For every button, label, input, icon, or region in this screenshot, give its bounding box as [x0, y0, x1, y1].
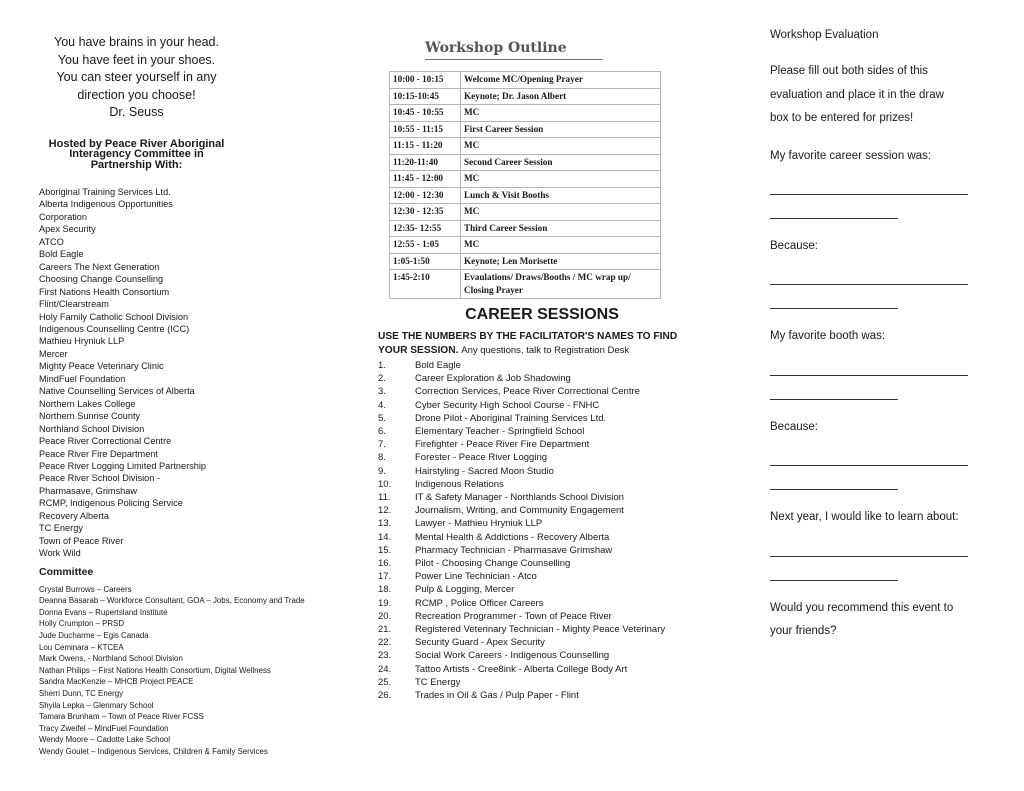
- sponsor-item: ATCO: [39, 236, 64, 247]
- committee-member: Shyila Lepka – Glenmary School: [39, 700, 154, 710]
- schedule-row: [390, 154, 661, 171]
- committee-heading: Committee: [39, 565, 94, 578]
- sponsor-item: Mighty Peace Veterinary Clinic: [39, 361, 164, 372]
- sponsor-item: Alberta Indigenous Opportunities: [39, 199, 173, 210]
- sponsor-item: Careers The Next Generation: [39, 261, 160, 272]
- schedule-row: [390, 171, 661, 188]
- career-session-item: [378, 478, 700, 491]
- schedule-time: 1:05-1:50: [390, 253, 461, 270]
- committee-member: Holly Crumpton – PRSD: [39, 619, 125, 629]
- session-label: Registered Veterinary Technician - Mighty Peace Veterinary: [415, 624, 666, 636]
- session-label: RCMP , Police Officer Careers: [415, 597, 544, 609]
- sponsor-item: Mercer: [39, 348, 68, 359]
- schedule-event: MC: [461, 105, 661, 122]
- session-number: 17.: [378, 571, 392, 583]
- career-session-item: [378, 438, 700, 451]
- career-session-item: [378, 544, 700, 557]
- because-label: Because:: [770, 240, 818, 253]
- workshop-outline-title: Workshop Outline: [425, 40, 603, 60]
- career-session-item: [378, 517, 700, 530]
- question-recommend: Would you recommend this event to: [770, 601, 954, 614]
- career-session-item: [378, 623, 700, 636]
- career-session-item: [378, 504, 700, 517]
- sponsor-item: Northern Lakes College: [39, 398, 136, 409]
- session-number: 14.: [378, 531, 392, 543]
- sponsor-item: Pharmasave, Grimshaw: [39, 485, 138, 496]
- sponsor-item: Peace River Correctional Centre: [39, 436, 172, 447]
- session-number: 8.: [378, 452, 386, 464]
- left-panel: [0, 0, 305, 791]
- sponsor-item: Northern Sunrise County: [39, 411, 141, 422]
- committee-list: [39, 584, 305, 758]
- session-number: 11.: [378, 492, 391, 504]
- career-session-item: [378, 399, 700, 412]
- career-session-item: [378, 649, 700, 662]
- session-label: Tattoo Artists - Cree8ink - Alberta College Body Art: [415, 663, 628, 675]
- career-session-item: [378, 557, 700, 570]
- schedule-event: MC: [461, 138, 661, 155]
- career-session-item: [378, 597, 700, 610]
- schedule-event: Lunch & Visit Booths: [461, 187, 661, 204]
- instruction-note: Any questions, talk to Registration Desk: [461, 345, 630, 356]
- middle-panel: [372, 0, 700, 791]
- hosted-line: Partnership With:: [90, 158, 183, 171]
- career-session-item: [378, 610, 700, 623]
- schedule-row: [390, 187, 661, 204]
- session-number: 24.: [378, 663, 392, 675]
- career-session-item: [378, 676, 700, 689]
- schedule-event: Keynote; Len Morisette: [461, 253, 661, 270]
- session-number: 12.: [378, 505, 392, 517]
- committee-member: Tamara Brunham – Town of Peace River FCSS: [39, 712, 204, 722]
- schedule-row: [390, 237, 661, 254]
- session-label: Social Work Careers - Indigenous Counselling: [415, 650, 610, 662]
- career-session-item: [378, 372, 700, 385]
- evaluation-intro-line: evaluation and place it in the draw: [770, 88, 944, 101]
- sponsor-item: Choosing Change Counselling: [39, 274, 164, 285]
- schedule-time: 10:55 - 11:15: [390, 121, 461, 138]
- schedule-time: 10:00 - 10:15: [390, 72, 461, 89]
- sponsor-item: Mathieu Hryniuk LLP: [39, 336, 125, 347]
- committee-member: Wendy Moore – Cadotte Lake School: [39, 735, 171, 745]
- session-number: 6.: [378, 426, 386, 438]
- session-number: 7.: [378, 439, 386, 451]
- session-label: Trades in Oil & Gas / Pulp Paper - Flint: [415, 690, 579, 702]
- schedule-event: Evaulations/ Draws/Booths / MC wrap up/ Closing Prayer: [461, 270, 661, 299]
- session-label: Pulp & Logging, Mercer: [415, 584, 515, 596]
- session-number: 26.: [378, 690, 392, 702]
- career-session-item: [378, 636, 700, 649]
- schedule-event: Welcome MC/Opening Prayer: [461, 72, 661, 89]
- sponsor-item: Bold Eagle: [39, 249, 84, 260]
- session-number: 25.: [378, 676, 392, 688]
- career-sessions-instructions: [378, 330, 700, 358]
- sponsor-item: RCMP, Indigenous Policing Service: [39, 498, 183, 509]
- schedule-event: Third Career Session: [461, 220, 661, 237]
- committee-member: Deanna Basarab – Workforce Consultant, GOA – Jobs, Economy and Trade: [39, 596, 305, 606]
- sponsor-item: Peace River School Division -: [39, 473, 161, 484]
- session-label: Bold Eagle: [415, 360, 461, 371]
- session-label: Lawyer - Mathieu Hryniuk LLP: [415, 518, 543, 530]
- sponsor-item: Aboriginal Training Services Ltd.: [39, 187, 171, 197]
- schedule-row: [390, 121, 661, 138]
- question-favorite-session: My favorite career session was:: [770, 149, 932, 162]
- session-label: Pilot - Choosing Change Counselling: [415, 558, 571, 570]
- committee-member: Mark Owens, - Northland School Division: [39, 654, 183, 664]
- sponsor-item: Apex Security: [39, 224, 96, 235]
- session-label: Drone Pilot - Aboriginal Training Services Ltd.: [415, 412, 607, 424]
- seuss-quote: [39, 34, 234, 122]
- schedule-row: [390, 88, 661, 105]
- sponsor-item: First Nations Health Consortium: [39, 286, 170, 297]
- sponsor-item: Recovery Alberta: [39, 510, 109, 521]
- career-session-item: [378, 412, 700, 425]
- schedule-row: [390, 138, 661, 155]
- session-number: 1.: [378, 360, 386, 371]
- sponsor-item: Northland School Division: [39, 423, 145, 434]
- session-number: 18.: [378, 584, 392, 596]
- quote-line: direction you choose!: [77, 87, 196, 102]
- because-label: Because:: [770, 420, 818, 433]
- question-favorite-booth: My favorite booth was:: [770, 330, 886, 343]
- schedule-time: 10:15-10:45: [390, 88, 461, 105]
- schedule-row: [390, 270, 661, 299]
- sponsor-item: Native Counselling Services of Alberta: [39, 386, 195, 397]
- session-number: 10.: [378, 478, 392, 490]
- session-number: 5.: [378, 412, 386, 424]
- career-session-item: [378, 531, 700, 544]
- session-label: Firefighter - Peace River Fire Department: [415, 439, 590, 451]
- question-next-year: Next year, I would like to learn about:: [770, 511, 959, 524]
- instruction-line: USE THE NUMBERS BY THE FACILITATOR'S NAMES TO FIND: [378, 331, 678, 342]
- session-label: Hairstyling - Sacred Moon Studio: [415, 465, 554, 477]
- schedule-time: 12:30 - 12:35: [390, 204, 461, 221]
- session-label: Power Line Technician - Atco: [415, 571, 537, 583]
- schedule-row: [390, 220, 661, 237]
- quote-line: You can steer yourself in any: [56, 70, 217, 84]
- committee-member: Lou Ceminara – KTCEA: [39, 642, 124, 652]
- session-label: Correction Services, Peace River Correctional Centre: [415, 386, 640, 398]
- career-session-list: [378, 359, 700, 702]
- session-number: 3.: [378, 386, 386, 398]
- evaluation-panel: [770, 0, 1010, 791]
- sponsor-item: Town of Peace River: [39, 535, 124, 546]
- session-label: Security Guard - Apex Security: [415, 637, 545, 649]
- schedule-event: MC: [461, 204, 661, 221]
- career-session-item: [378, 425, 700, 438]
- session-label: TC Energy: [415, 676, 461, 688]
- session-label: Forester - Peace River Logging: [415, 452, 548, 464]
- sponsor-item: TC Energy: [39, 523, 83, 534]
- quote-author: Dr. Seuss: [109, 105, 164, 119]
- hosted-line: Interagency Committee in: [69, 148, 204, 160]
- career-session-item: [378, 583, 700, 596]
- session-number: 19.: [378, 597, 392, 609]
- schedule-time: 11:20-11:40: [390, 154, 461, 171]
- schedule-row: [390, 204, 661, 221]
- instruction-line: [378, 344, 700, 358]
- career-session-item: [378, 451, 700, 464]
- sponsor-item: Flint/Clearstream: [39, 299, 109, 310]
- session-label: IT & Safety Manager - Northlands School Division: [415, 492, 624, 504]
- session-number: 13.: [378, 518, 392, 530]
- career-sessions-title: CAREER SESSIONS: [465, 306, 619, 323]
- committee-member: Sherri Dunn, TC Energy: [39, 688, 124, 698]
- sponsor-item: Peace River Logging Limited Partnership: [39, 460, 206, 471]
- sponsor-item: Holy Family Catholic School Division: [39, 311, 189, 322]
- session-number: 20.: [378, 610, 392, 622]
- committee-member: Jude Ducharme – Egis Canada: [39, 630, 149, 640]
- committee-member: Wendy Goulet – Indigenous Services, Children & Family Services: [39, 746, 268, 756]
- sponsor-item: Corporation: [39, 211, 88, 222]
- session-label: Journalism, Writing, and Community Engagement: [415, 505, 624, 517]
- session-number: 9.: [378, 465, 386, 477]
- schedule-event: MC: [461, 237, 661, 254]
- evaluation-intro-line: Please fill out both sides of this: [770, 65, 928, 78]
- session-number: 15.: [378, 544, 392, 556]
- session-label: Cyber Security High School Course - FNHC: [415, 399, 600, 411]
- schedule-time: 11:15 - 11:20: [390, 138, 461, 155]
- committee-member: Donna Evans – Rupertsland Institute: [39, 607, 168, 617]
- schedule-time: 12:55 - 1:05: [390, 237, 461, 254]
- career-session-item: [378, 689, 700, 702]
- session-number: 4.: [378, 399, 386, 411]
- quote-line: You have brains in your head.: [54, 35, 219, 49]
- career-session-item: [378, 465, 700, 478]
- schedule-event: First Career Session: [461, 121, 661, 138]
- question-recommend: your friends?: [770, 625, 837, 638]
- career-session-item: [378, 663, 700, 676]
- schedule-row: [390, 105, 661, 122]
- committee-member: Tracy Zweifel – MindFuel Foundation: [39, 723, 169, 733]
- session-label: Recreation Programmer - Town of Peace River: [415, 610, 612, 622]
- sponsor-item: Indigenous Counselling Centre (ICC): [39, 323, 190, 334]
- schedule-time: 12:00 - 12:30: [390, 187, 461, 204]
- sponsor-list: [39, 186, 290, 560]
- evaluation-title: Workshop Evaluation: [770, 29, 879, 41]
- schedule-time: 1:45-2:10: [390, 270, 461, 299]
- session-label: Mental Health & Addictions - Recovery Alberta: [415, 531, 610, 543]
- schedule-time: 12:35- 12:55: [390, 220, 461, 237]
- session-number: 2.: [378, 373, 386, 385]
- schedule-row: [390, 253, 661, 270]
- hosted-by-heading: [39, 139, 234, 171]
- career-session-item: [378, 385, 700, 398]
- schedule-event: Second Career Session: [461, 154, 661, 171]
- committee-member: Crystal Burrows – Careers: [39, 584, 132, 594]
- schedule-row: [390, 72, 661, 89]
- committee-member: Sandra MacKenzie – MHCB Project PEACE: [39, 677, 194, 687]
- session-number: 21.: [378, 624, 392, 636]
- hosted-line: Hosted by Peace River Aboriginal: [48, 137, 225, 150]
- career-session-item: [378, 359, 700, 372]
- sponsor-item: Peace River Fire Department: [39, 448, 158, 459]
- session-label: Career Exploration & Job Shadowing: [415, 373, 571, 385]
- instruction-line-2: YOUR SESSION.: [378, 345, 459, 356]
- session-label: Pharmacy Technician - Pharmasave Grimshaw: [415, 544, 613, 556]
- session-number: 22.: [378, 637, 392, 649]
- schedule-time: 11:45 - 12:00: [390, 171, 461, 188]
- session-number: 23.: [378, 650, 392, 662]
- career-session-item: [378, 570, 700, 583]
- schedule-event: MC: [461, 171, 661, 188]
- sponsor-item: Work Wild: [39, 548, 81, 559]
- evaluation-intro-line: box to be entered for prizes!: [770, 112, 914, 125]
- session-label: Elementary Teacher - Springfield School: [415, 426, 585, 438]
- schedule-table: [389, 71, 661, 299]
- committee-member: Nathan Philips – First Nations Health Consortium, Digital Wellness: [39, 665, 271, 675]
- session-label: Indigenous Relations: [415, 478, 504, 490]
- schedule-time: 10:45 - 10:55: [390, 105, 461, 122]
- schedule-event: Keynote; Dr. Jason Albert: [461, 88, 661, 105]
- career-session-item: [378, 491, 700, 504]
- session-number: 16.: [378, 558, 392, 570]
- sponsor-item: MindFuel Foundation: [39, 373, 126, 384]
- quote-line: You have feet in your shoes.: [57, 52, 216, 67]
